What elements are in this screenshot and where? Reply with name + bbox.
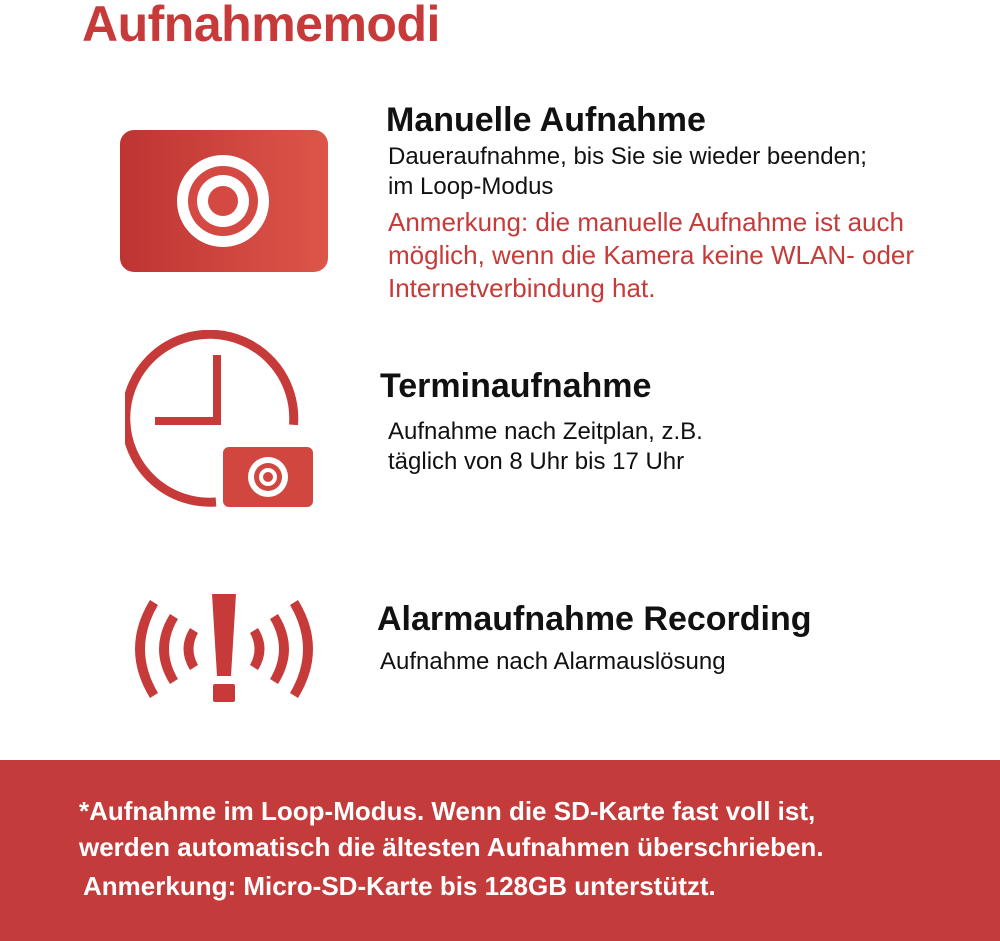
loop-note-line: werden automatisch die ältesten Aufnahmen überschrieben. bbox=[79, 832, 824, 862]
loop-note-line: *Aufnahme im Loop-Modus. Wenn die SD-Karte fast voll ist, bbox=[79, 796, 816, 826]
description-line: Aufnahme nach Zeitplan, z.B. bbox=[388, 418, 703, 445]
mode-description-manual bbox=[388, 142, 867, 202]
clock-camera-icon bbox=[125, 330, 320, 512]
footer-banner bbox=[0, 760, 1000, 941]
page-title: Aufnahmemodi bbox=[82, 0, 440, 52]
description-line: täglich von 8 Uhr bis 17 Uhr bbox=[388, 448, 685, 475]
note-line: möglich, wenn die Kamera keine WLAN- oder bbox=[388, 240, 915, 270]
note-line: Anmerkung: die manuelle Aufnahme ist auch bbox=[388, 207, 904, 237]
mode-heading-schedule: Terminaufnahme bbox=[380, 367, 652, 405]
note-line: Internetverbindung hat. bbox=[388, 273, 656, 303]
mode-heading-manual: Manuelle Aufnahme bbox=[386, 101, 706, 139]
mode-heading-alarm: Alarmaufnahme Recording bbox=[377, 600, 812, 638]
alarm-icon bbox=[122, 592, 326, 706]
record-button-icon bbox=[120, 130, 328, 272]
sd-card-note: Anmerkung: Micro-SD-Karte bis 128GB unterstützt. bbox=[83, 871, 716, 901]
description-line: Daueraufnahme, bis Sie sie wieder beenden; bbox=[388, 143, 867, 170]
mode-note-manual bbox=[388, 206, 914, 305]
mode-description-alarm bbox=[380, 647, 726, 677]
mode-description-schedule bbox=[388, 417, 703, 477]
description-line: Aufnahme nach Alarmauslösung bbox=[380, 648, 726, 675]
description-line: im Loop-Modus bbox=[388, 173, 554, 200]
loop-mode-note bbox=[79, 793, 824, 865]
